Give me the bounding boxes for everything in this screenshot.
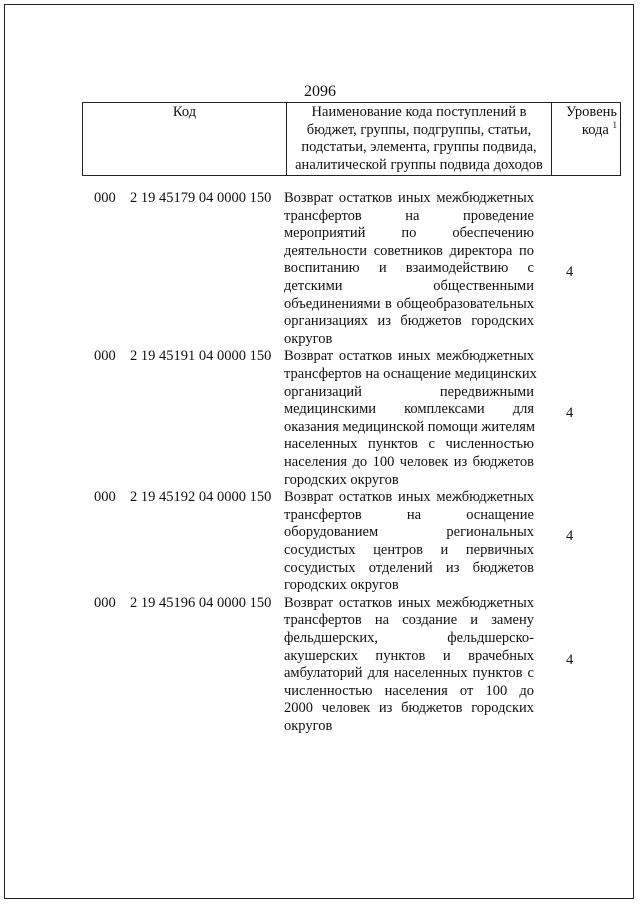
row-name-line: фельдшерских, фельдшерско-: [284, 629, 534, 646]
page-number: 2096: [304, 83, 336, 100]
row-name-line: Возврат остатков иных межбюджетных: [284, 594, 534, 611]
header-name-line: бюджет, группы, подгруппы, статьи,: [306, 121, 532, 138]
row-level: 4: [566, 405, 574, 422]
row-name-line: оказания медицинской помощи жителям: [284, 418, 536, 435]
row-name-line: городских округов: [284, 471, 399, 488]
header-level-word: кода: [581, 121, 609, 138]
row-name: [284, 190, 534, 348]
row-name-line: городских округов: [284, 577, 399, 594]
table-row: [0, 348, 640, 489]
row-name: [284, 348, 537, 489]
row-name-line: организаций передвижными: [284, 383, 534, 400]
row-name-line: населенных пунктов с численностью: [284, 436, 534, 453]
header-name: [287, 103, 552, 176]
row-name-line: Возврат остатков иных межбюджетных: [284, 489, 534, 506]
row-prefix: 000: [94, 190, 116, 206]
footnote-marker: 1: [612, 119, 617, 130]
row-name-line: округов: [284, 717, 333, 734]
table-row: [0, 489, 640, 595]
header-code: Код: [83, 103, 287, 176]
table-row: [0, 595, 640, 736]
row-name-line: округов: [284, 330, 333, 347]
row-code: 2 19 45196 04 0000 150: [130, 594, 272, 611]
row-name-line: 2000 человек из бюджетов городских: [284, 700, 534, 717]
row-name-line: акушерских пунктов и врачебных: [284, 647, 534, 664]
row-name-line: сосудистых отделений из бюджетов: [284, 559, 534, 576]
row-prefix: 000: [94, 489, 116, 506]
row-name-line: мероприятий по обеспечению: [284, 225, 534, 242]
row-name-line: трансфертов на оснащение: [284, 506, 534, 523]
row-level: 4: [566, 528, 574, 545]
row-name-line: объединениями в общеобразовательных: [284, 295, 534, 312]
row-prefix: 000: [94, 348, 116, 365]
row-name-line: численностью населения от 100 до: [284, 682, 534, 699]
row-name-line: амбулаторий для населенных пунктов с: [284, 665, 534, 682]
row-name-line: Возврат остатков иных межбюджетных: [284, 348, 534, 365]
header-level-line: Уровень: [565, 104, 617, 120]
header-name-line: Наименование кода поступлений в: [311, 104, 527, 120]
row-prefix: 000: [94, 594, 116, 611]
row-name-line: деятельности советников директора по: [284, 242, 534, 259]
header-level: [552, 103, 621, 176]
row-name-line: оборудованием региональных: [284, 524, 534, 541]
row-code: 2 19 45192 04 0000 150: [130, 489, 272, 506]
row-code: 2 19 45191 04 0000 150: [130, 348, 272, 365]
table-header: [82, 102, 621, 176]
row-name: [284, 595, 534, 736]
row-name: [284, 489, 534, 595]
row-code: 2 19 45179 04 0000 150: [130, 190, 272, 206]
row-name-line: воспитанию и взаимодействию с: [284, 260, 534, 277]
row-name-line: трансфертов на проведение: [284, 207, 534, 224]
row-level: 4: [566, 264, 574, 281]
row-name-line: трансфертов на оснащение медицинских: [284, 365, 537, 382]
row-name-line: медицинскими комплексами для: [284, 401, 534, 418]
row-name-line: организациях из бюджетов городских: [284, 313, 534, 330]
row-name-line: детскими общественными: [284, 277, 534, 294]
header-name-line: аналитической группы подвида доходов: [295, 156, 543, 173]
header-name-line: подстатьи, элемента, группы подвида,: [301, 139, 537, 156]
row-name-line: сосудистых центров и первичных: [284, 541, 534, 558]
header-level-line: [555, 119, 617, 140]
row-name-line: Возврат остатков иных межбюджетных: [284, 190, 534, 206]
row-name-line: трансфертов на создание и замену: [284, 612, 534, 629]
row-level: 4: [566, 651, 574, 668]
row-name-line: населения до 100 человек из бюджетов: [284, 453, 534, 470]
table-row: [0, 190, 640, 348]
